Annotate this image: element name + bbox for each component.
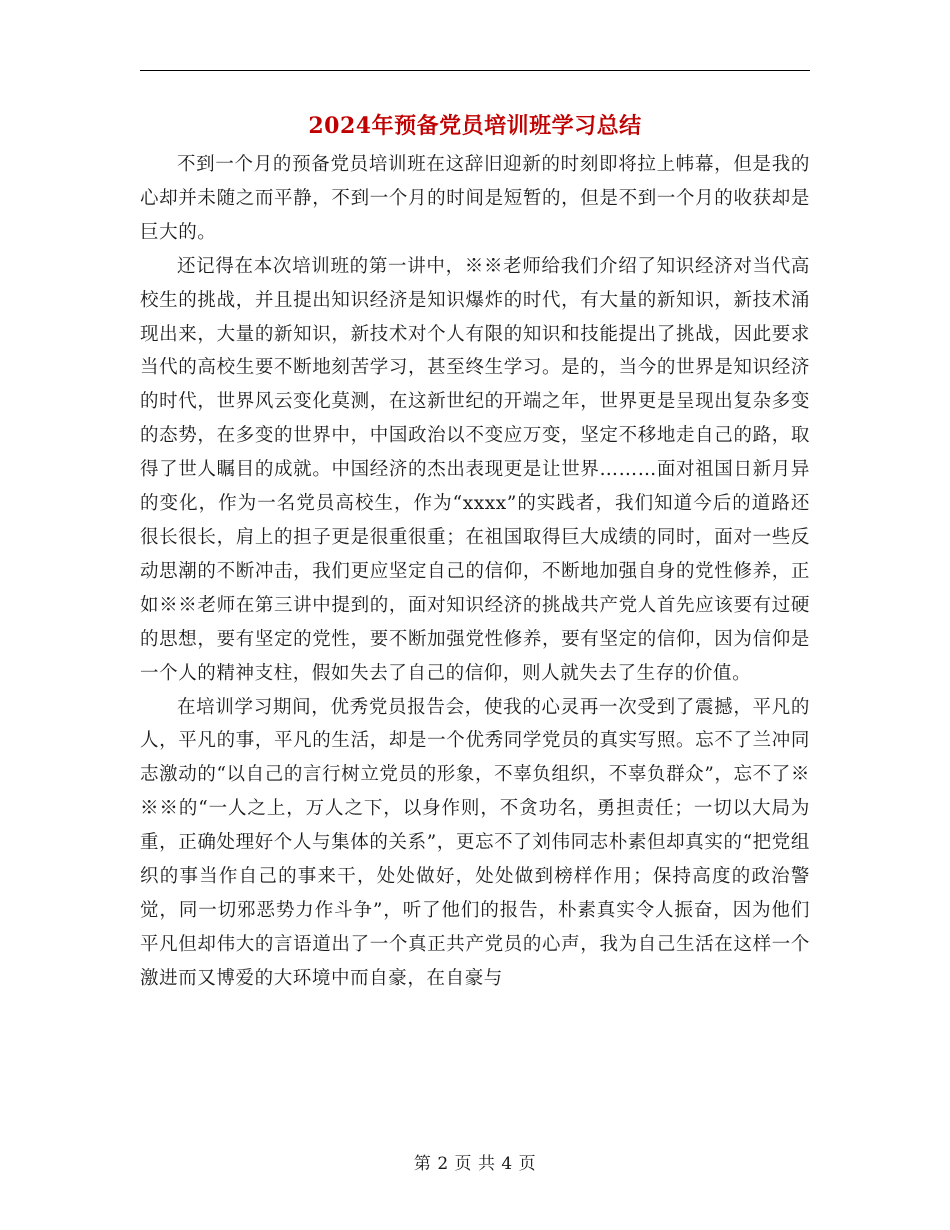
page-number-label: 第 2 页 共 4 页 [413,1154,537,1174]
document-body [140,148,810,996]
paragraph-1: 不到一个月的预备党员培训班在这辞旧迎新的时刻即将拉上帏幕，但是我的心却并未随之而平静，不到一个月的时间是短暂的，但是不到一个月的收获却是巨大的。 [140,154,810,243]
paragraph-3: 在培训学习期间，优秀党员报告会，使我的心灵再一次受到了震撼，平凡的人，平凡的事，平凡的生活，却是一个优秀同学党员的真实写照。忘不了兰冲同志激动的“以自己的言行树立党员的形象，不辜负组织，不辜负群众”，忘不了※※※的“一人之上，万人之下，以身作则，不贪功名，勇担责任；一切以大局为重，正确处理好个人与集体的关系”，更忘不了刘伟同志朴素但却真实的“把党组织的事当作自己的事来干，处处做好，处处做到榜样作用；保持高度的政治警觉，同一切邪恶势力作斗争”，听了他们的报告，朴素真实令人振奋，因为他们平凡但却伟大的言语道出了一个真正共产党员的心声，我为自己生活在这样一个激进而又博爱的大环境中而自豪，在自豪与 [140,696,810,989]
header-rule [140,70,810,71]
page-footer [140,1152,810,1176]
document-title: 2024年预备党员培训班学习总结 [308,113,642,139]
paragraph-2: 还记得在本次培训班的第一讲中，※※老师给我们介绍了知识经济对当代高校生的挑战，并且提出知识经济是知识爆炸的时代，有大量的新知识，新技术涌现出来，大量的新知识，新技术对个人有限的知识和技能提出了挑战，因此要求当代的高校生要不断地刻苦学习，甚至终生学习。是的，当今的世界是知识经济的时代，世界风云变化莫测，在这新世纪的开端之年，世界更是呈现出复杂多变的态势，在多变的世界中，中国政治以不变应万变，坚定不移地走自己的路，取得了世人瞩目的成就。中国经济的杰出表现更是让世界………面对祖国日新月异的变化，作为一名党员高校生，作为“xxxx”的实践者，我们知道今后的道路还很长很长，肩上的担子更是很重很重；在祖国取得巨大成绩的同时，面对一些反动思潮的不断冲击，我们更应坚定自己的信仰，不断地加强自身的党性修养，正如※※老师在第三讲中提到的，面对知识经济的挑战共产党人首先应该要有过硬的思想，要有坚定的党性，要不断加强党性修养，要有坚定的信仰，因为信仰是一个人的精神支柱，假如失去了自己的信仰，则人就失去了生存的价值。 [140,255,810,684]
